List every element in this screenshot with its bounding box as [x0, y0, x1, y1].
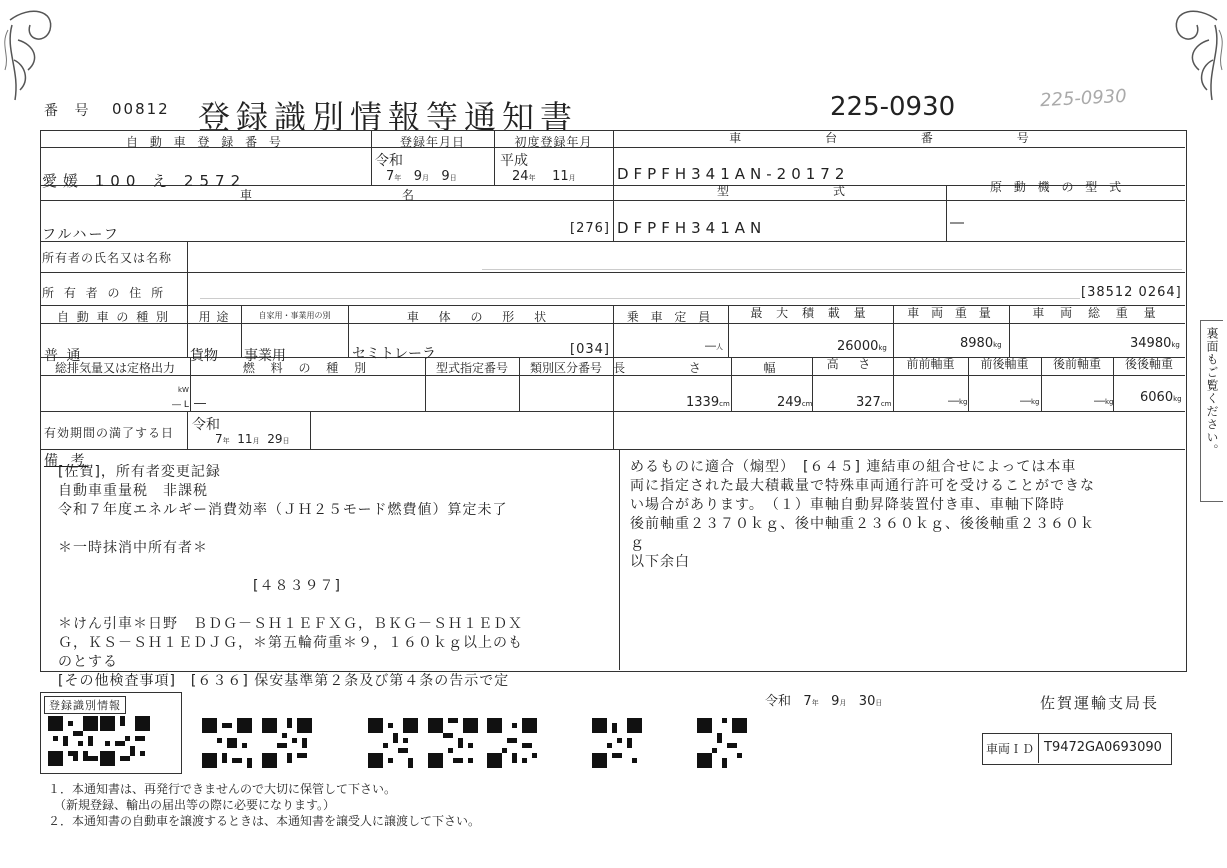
chassis-label: 車 台 番 号	[729, 131, 1069, 145]
body-shape-value: セミトレーラ	[352, 346, 436, 362]
liters-value: ― L	[172, 400, 189, 410]
issue-date: 令和 7年 9月 30日	[765, 694, 883, 709]
corner-ornament-right-icon	[1157, 0, 1227, 110]
reg-era: 令和	[375, 153, 403, 169]
rear-front-axle-label: 後前軸重	[1052, 357, 1101, 371]
remark-line	[58, 558, 523, 577]
remarks-right	[630, 458, 1095, 572]
page-title: 登録識別情報等通知書	[198, 98, 579, 136]
number-label: 番 号	[44, 103, 95, 119]
body-shape-label: 車 体 の 形 状	[406, 310, 555, 324]
front-front-axle-label: 前前軸重	[906, 357, 955, 371]
front-rear-axle-value: ―kg	[1020, 394, 1040, 407]
handwritten-note: 225-0930	[1039, 85, 1128, 112]
fuel-label: 燃 料 の 種 別	[242, 361, 373, 375]
gross-weight-value: 34980kg	[1130, 336, 1180, 351]
height-value: 327cm	[856, 395, 892, 410]
qr-code-icon	[202, 718, 252, 768]
remarks-label: 備 考	[44, 453, 89, 469]
kw-unit: kW	[178, 386, 189, 394]
qr-code-icon	[592, 718, 642, 768]
car-name-value: フルハーフ	[42, 227, 120, 243]
private-label: 自家用・事業用の別	[258, 311, 331, 320]
maxload-value: 26000kg	[837, 339, 887, 354]
front-front-axle-value: ―kg	[948, 394, 968, 407]
footer-notes	[48, 781, 480, 829]
first-reg-value: 24年 11月	[512, 169, 576, 184]
fuel-value: ―	[194, 396, 206, 410]
length-value: 1339cm	[686, 395, 730, 410]
side-note-tab	[1200, 320, 1223, 502]
remark-line: [佐賀]，所有者変更記録	[58, 464, 221, 480]
corner-ornament-left-icon	[0, 0, 70, 110]
remark-line: ｇ	[630, 535, 645, 551]
car-id-value: T9472GA0693090	[1044, 740, 1162, 755]
remark-line: のとする	[58, 654, 118, 670]
capacity-label: 乗 車 定 員	[626, 310, 715, 324]
width-value: 249cm	[777, 395, 813, 410]
remark-line: 両に指定された最大積載量で特殊車両通行許可を受けることができな	[630, 478, 1095, 494]
remark-line: 令和７年度エネルギー消費効率（ＪＨ２５モード燃費値）算定未了	[58, 502, 508, 518]
remark-line: 以下余白	[630, 554, 690, 570]
gross-weight-label: 車 両 総 重 量	[1032, 306, 1162, 320]
qr-code-icon	[368, 718, 418, 768]
width-label: 幅	[763, 361, 780, 375]
first-reg-label: 初度登録年月	[514, 135, 593, 149]
expiry-date: 7年 11月 29日	[215, 432, 290, 446]
issuer: 佐賀運輸支局長	[1040, 694, 1160, 712]
remark-line	[58, 596, 523, 615]
remark-line: [その他検査事項] [６３６] 保安基準第２条及び第４条の告示で定	[58, 673, 510, 689]
reg-no-value: 愛媛 100 え 2572	[42, 172, 247, 190]
remark-line: ＊一時抹消中所有者＊	[58, 540, 208, 556]
private-value: 事業用	[244, 348, 286, 364]
rear-front-axle-value: ―kg	[1094, 394, 1114, 407]
rear-rear-axle-value: 6060kg	[1140, 390, 1182, 405]
qr-code-icon	[262, 718, 312, 768]
class-no-label: 類別区分番号	[529, 361, 602, 375]
qr-code-icon	[428, 718, 478, 768]
remark-line: [４８３９７]	[58, 578, 341, 594]
note-line: １．本通知書は、再発行できませんので大切に保管して下さい。	[48, 782, 397, 796]
car-label: 車	[240, 188, 257, 202]
engine-value: ―	[950, 215, 966, 231]
qr-code-icon	[100, 716, 150, 766]
document-number: 00812	[112, 100, 170, 118]
body-shape-code: [034]	[570, 342, 610, 357]
model-value: DFPFH341AN	[617, 219, 767, 237]
id-code: 225-0930	[830, 92, 956, 122]
displacement-label: 総排気量又は定格出力	[54, 361, 175, 375]
reg-no-label: 自 動 車 登 録 番 号	[126, 135, 285, 149]
use-value: 貨物	[190, 348, 218, 364]
remark-line	[58, 520, 523, 539]
remarks-left	[58, 463, 523, 691]
use-label: 用 途	[198, 310, 230, 324]
front-rear-axle-label: 前後軸重	[980, 357, 1029, 371]
note-line: （新規登録、輸出の届出等の際に必要になります。）	[48, 798, 336, 812]
chassis-value: DFPFH341AN-20172	[617, 165, 850, 183]
vehicle-kind-value: 普 通	[44, 348, 83, 364]
expiry-label: 有効期間の満了する日	[44, 426, 175, 440]
owner-address-code: [38512 0264]	[1081, 285, 1182, 300]
remark-line: 自動車重量税 非課税	[58, 483, 208, 499]
remark-line: めるものに適合（煽型） [６４５] 連結車の組合せによっては本車	[630, 459, 1077, 475]
qr-code-icon	[697, 718, 747, 768]
rear-rear-axle-label: 後後軸重	[1124, 357, 1173, 371]
qr-label: 登録識別情報	[44, 696, 126, 714]
maxload-label: 最 大 積 載 量	[750, 306, 871, 320]
expiry-era: 令和	[192, 417, 220, 433]
model-label-1: 型	[717, 184, 734, 198]
reg-date-label: 登録年月日	[399, 135, 465, 149]
type-no-label: 型式指定番号	[435, 361, 508, 375]
height-label: 高 さ	[826, 357, 879, 371]
engine-label: 原 動 機 の 型 式	[990, 180, 1126, 194]
remark-line: ＊けん引車＊日野 ＢＤＧ－ＳＨ１ＥＦＸＧ，ＢＫＧ－ＳＨ１ＥＤＸ	[58, 616, 523, 632]
reg-date-value: 7年 9月 9日	[386, 169, 457, 184]
qr-code-icon	[48, 716, 98, 766]
capacity-value: ―人	[705, 339, 723, 352]
vehicle-weight-value: 8980kg	[960, 336, 1002, 351]
owner-address-label: 所 有 者 の 住 所	[42, 286, 167, 300]
side-note-text: 裏面もご覧ください。	[1205, 327, 1219, 457]
name-label: 名	[402, 188, 419, 202]
vehicle-kind-label: 自 動 車 の 種 別	[56, 310, 171, 324]
remark-line: Ｇ，ＫＳ－ＳＨ１ＥＤＪＧ，＊第五輪荷重＊９，１６０ｋｇ以上のも	[58, 635, 523, 651]
car-code: [276]	[570, 221, 610, 236]
remark-line: い場合があります。 （１）車軸自動昇降装置付き車、車軸下降時	[630, 497, 1065, 513]
first-reg-era: 平成	[500, 153, 528, 169]
remark-line: 後前軸重２３７０ｋｇ、後中軸重２３６０ｋｇ、後後軸重２３６０ｋ	[630, 516, 1095, 532]
length-label: 長 さ	[613, 361, 731, 375]
vehicle-weight-label: 車 両 重 量	[907, 306, 995, 320]
car-id-label: 車両ＩＤ	[986, 742, 1035, 756]
qr-code-icon	[487, 718, 537, 768]
owner-name-label: 所有者の氏名又は名称	[42, 251, 173, 265]
note-line: ２．本通知書の自動車を譲渡するときは、本通知書を譲受人に譲渡して下さい。	[48, 814, 481, 828]
model-label-2: 式	[833, 184, 850, 198]
